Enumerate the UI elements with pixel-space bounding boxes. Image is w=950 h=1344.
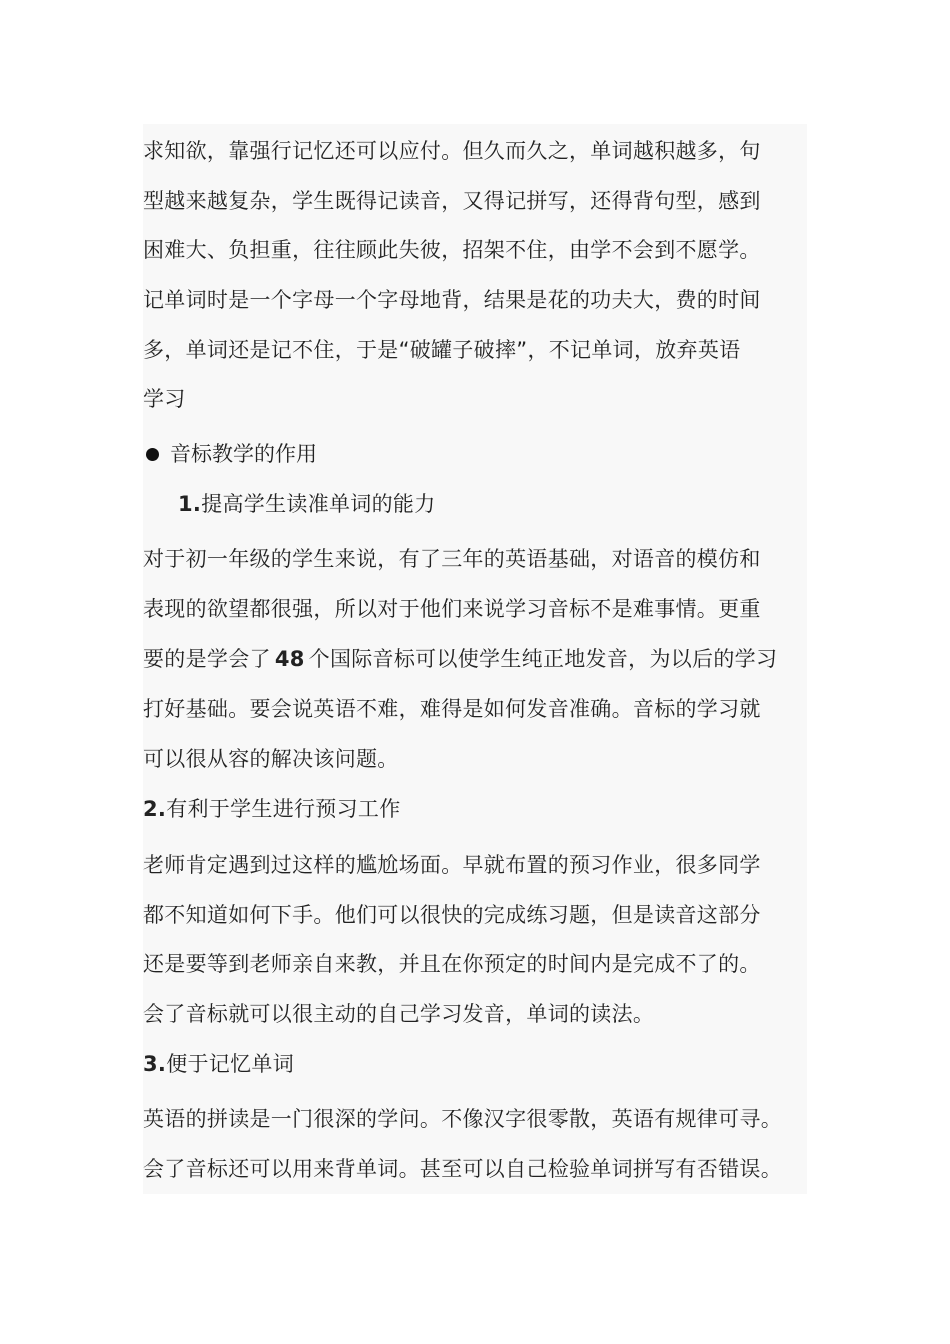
paragraph-1-line-4: 记单词时是一个字母一个字母地背，结果是花的功夫大，费的时间: [143, 288, 761, 312]
point-1-line-5: 可以很从容的解决该问题。: [143, 747, 399, 771]
point-1-line-3-before: 要的是学会了: [143, 647, 271, 671]
point-1-number: 1.: [178, 492, 202, 516]
point-2-line-3: 还是要等到老师亲自来教，并且在你预定的时间内是完成不了的。: [143, 952, 761, 976]
point-2-title: 有利于学生进行预习工作: [166, 797, 401, 821]
point-1-line-1: 对于初一年级的学生来说，有了三年的英语基础，对语音的模仿和: [143, 547, 761, 571]
section-heading: [143, 439, 317, 469]
point-2-heading: [143, 794, 401, 824]
point-1-heading: [178, 489, 436, 519]
point-2-line-1: 老师肯定遇到过这样的尴尬场面。早就布置的预习作业，很多同学: [143, 853, 761, 877]
bullet-icon: [146, 448, 159, 461]
point-1-line-2: 表现的欲望都很强，所以对于他们来说学习音标不是难事情。更重: [143, 597, 761, 621]
point-3-line-1: 英语的拼读是一门很深的学问。不像汉字很零散，英语有规律可寻。: [143, 1107, 782, 1131]
section-heading-text: 音标教学的作用: [170, 442, 317, 466]
point-1-line-3: [143, 644, 777, 674]
point-3-line-2: 会了音标还可以用来背单词。甚至可以自己检验单词拼写有否错误。: [143, 1157, 782, 1181]
paragraph-1-line-5: 多，单词还是记不住，于是“破罐子破摔”，不记单词，放弃英语: [143, 338, 741, 362]
point-2-number: 2.: [143, 797, 167, 821]
paragraph-1-line-1: 求知欲，靠强行记忆还可以应付。但久而久之，单词越积越多，句: [143, 139, 761, 163]
paragraph-1-line-6: 学习: [143, 387, 186, 411]
point-1-title: 提高学生读准单词的能力: [201, 492, 436, 516]
paragraph-1-line-3: 困难大、负担重，往往顾此失彼，招架不住，由学不会到不愿学。: [143, 238, 761, 262]
point-1-line-3-after: 个国际音标可以使学生纯正地发音，为以后的学习: [308, 647, 778, 671]
paragraph-1-line-2: 型越来越复杂，学生既得记读音，又得记拼写，还得背句型，感到: [143, 189, 761, 213]
point-2-line-2: 都不知道如何下手。他们可以很快的完成练习题，但是读音这部分: [143, 903, 761, 927]
point-3-title: 便于记忆单词: [166, 1052, 295, 1076]
point-1-line-3-number: 48: [274, 647, 305, 671]
point-3-number: 3.: [143, 1052, 167, 1076]
point-1-line-4: 打好基础。要会说英语不难，难得是如何发音准确。音标的学习就: [143, 697, 761, 721]
point-3-heading: [143, 1049, 294, 1079]
document-page-content: [143, 124, 807, 1194]
point-2-line-4: 会了音标就可以很主动的自己学习发音，单词的读法。: [143, 1002, 655, 1026]
